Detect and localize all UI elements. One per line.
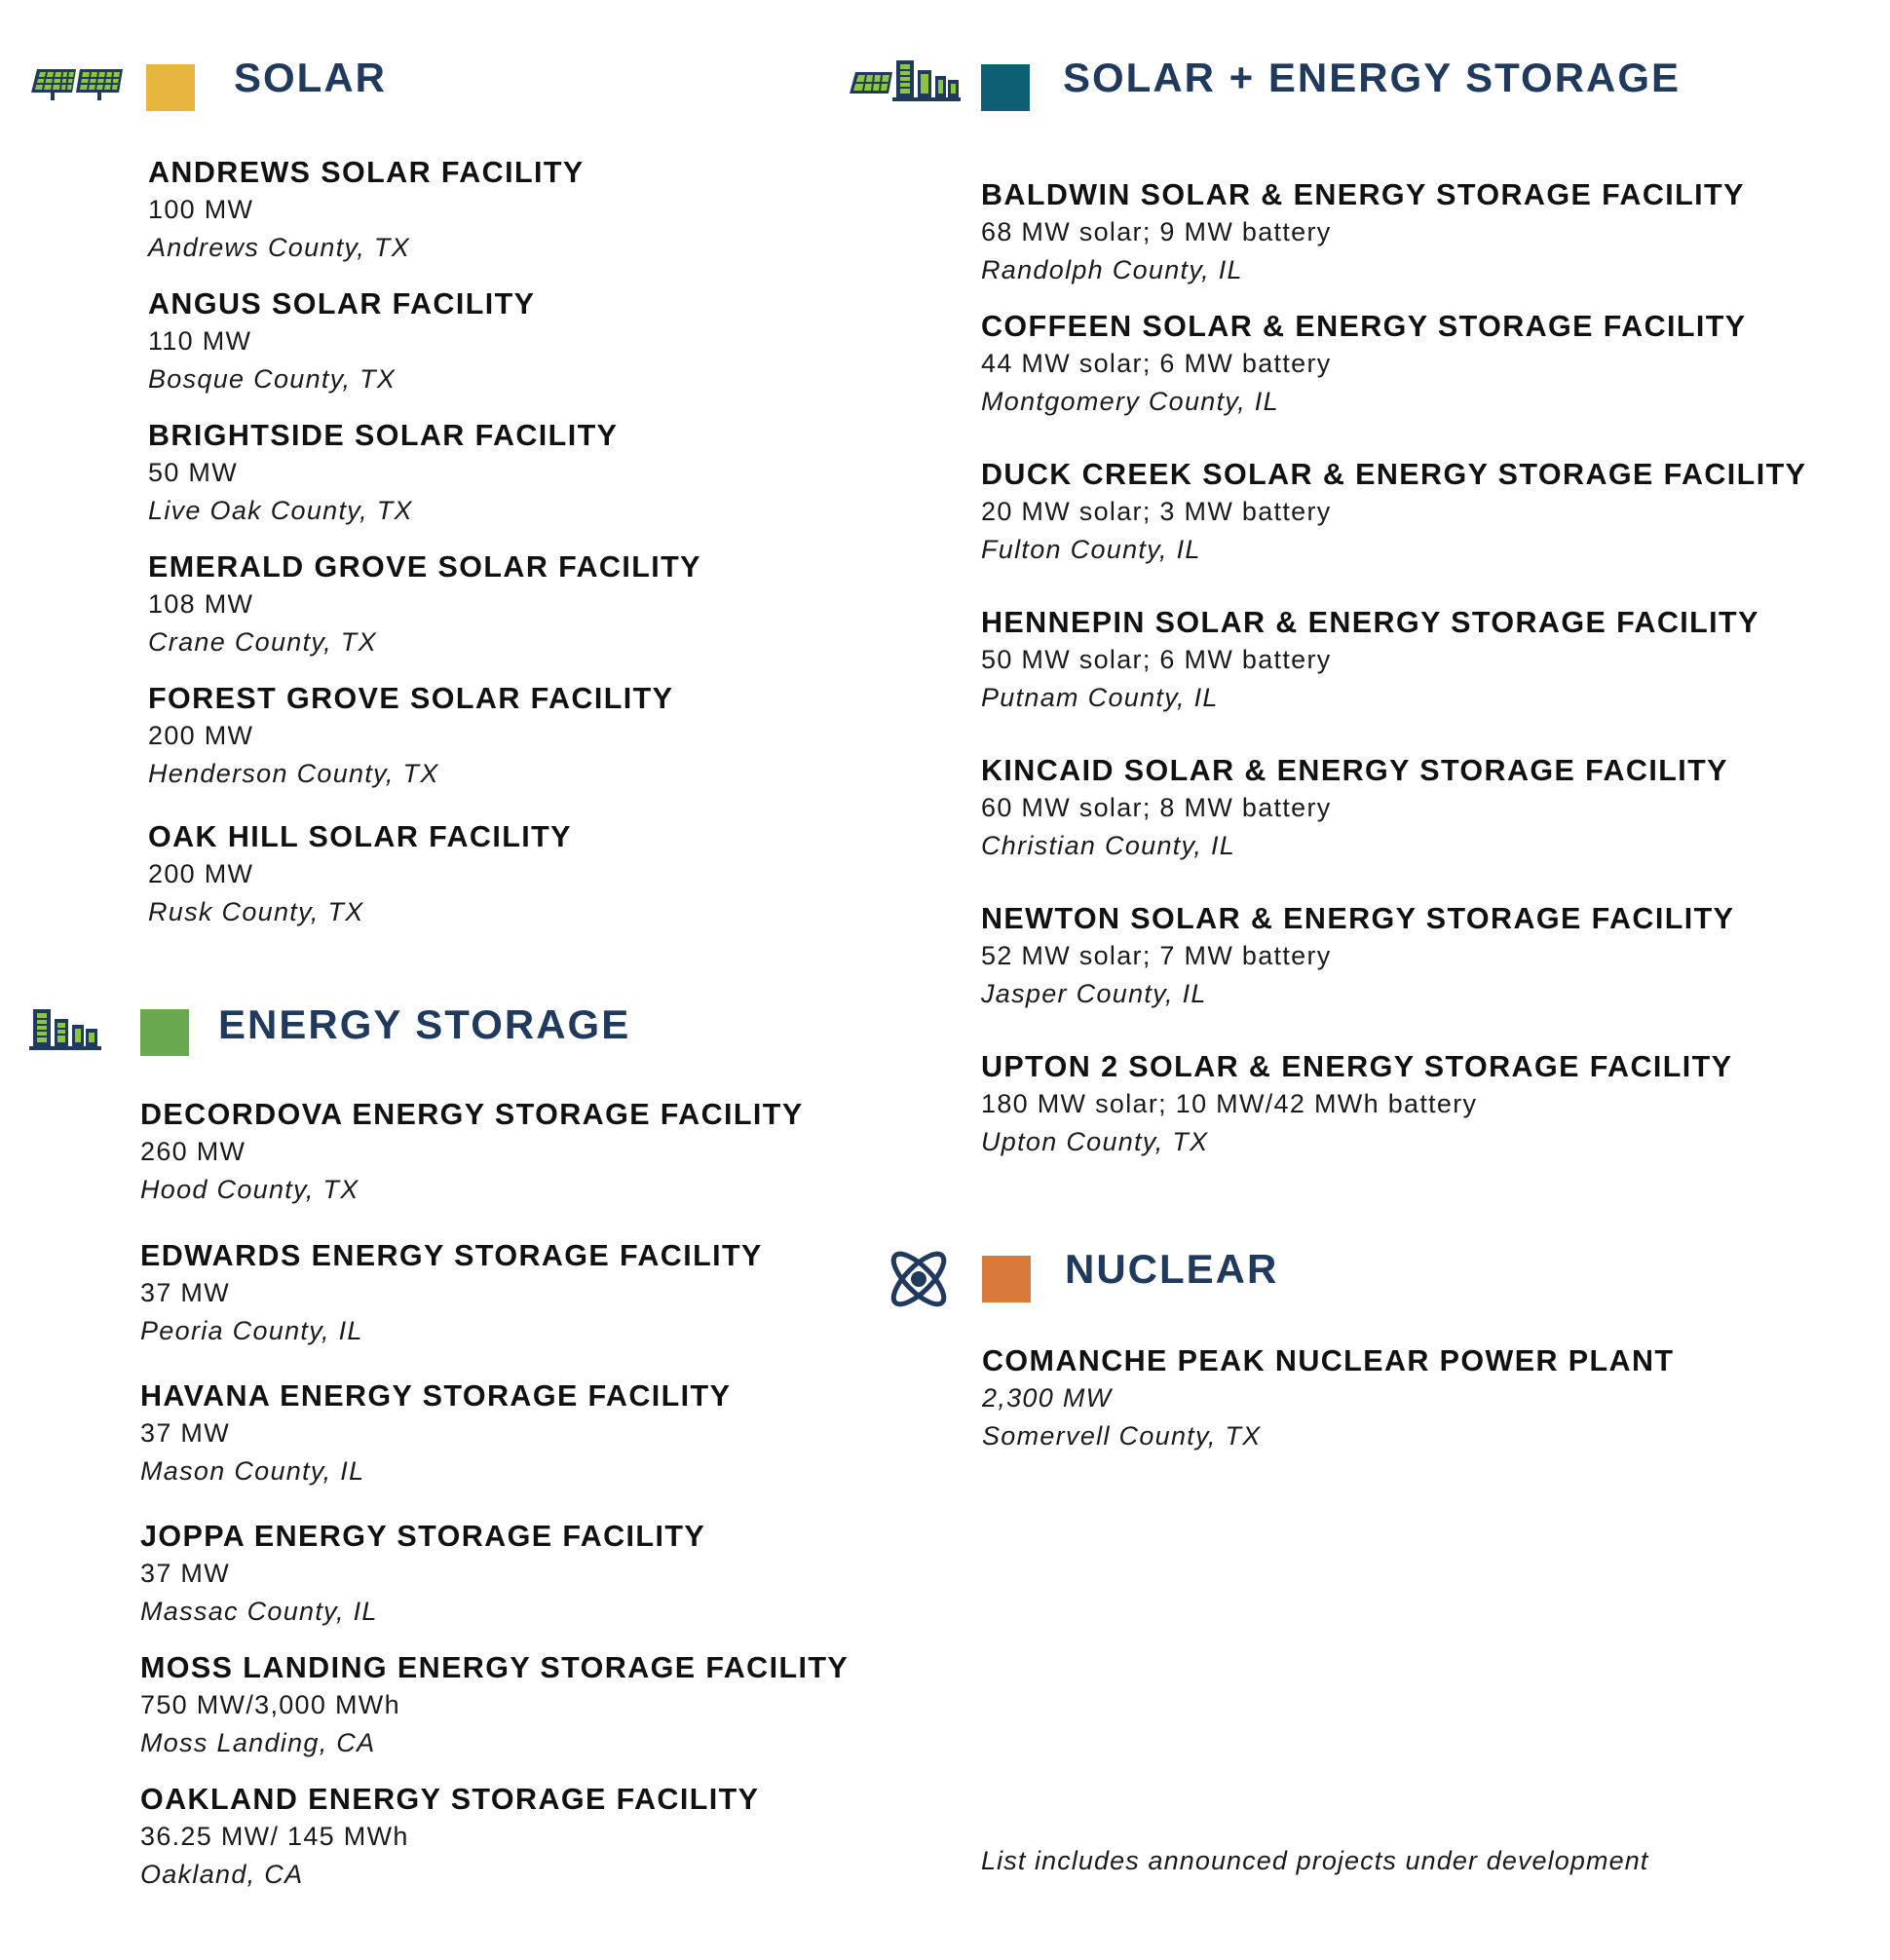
facility-name: OAK HILL SOLAR FACILITY — [148, 820, 572, 853]
list-item — [148, 818, 572, 930]
facility-capacity: 110 MW — [148, 326, 252, 356]
list-item — [148, 417, 618, 529]
facility-capacity: 100 MW — [148, 195, 254, 224]
facility-name: COFFEEN SOLAR & ENERGY STORAGE FACILITY — [981, 310, 1747, 343]
facility-location: Live Oak County, TX — [148, 495, 413, 525]
facility-capacity: 60 MW solar; 8 MW battery — [981, 793, 1332, 822]
facility-location: Mason County, IL — [140, 1455, 365, 1486]
facility-name: DUCK CREEK SOLAR & ENERGY STORAGE FACILITY — [981, 458, 1807, 491]
facility-name: EDWARDS ENERGY STORAGE FACILITY — [140, 1239, 763, 1272]
list-item — [140, 1377, 731, 1489]
facility-location: Massac County, IL — [140, 1596, 378, 1626]
list-item — [140, 1518, 705, 1630]
facility-capacity: 20 MW solar; 3 MW battery — [981, 497, 1332, 526]
facility-location: Rusk County, TX — [148, 896, 364, 926]
battery-buildings-icon — [29, 1005, 102, 1054]
facility-location: Andrews County, TX — [148, 232, 410, 262]
facility-capacity: 52 MW solar; 7 MW battery — [981, 941, 1332, 970]
facility-capacity: 50 MW solar; 6 MW battery — [981, 645, 1332, 674]
facility-location: Montgomery County, IL — [981, 386, 1279, 416]
list-item — [981, 176, 1745, 288]
facility-location: Henderson County, TX — [148, 758, 439, 788]
facility-name: NEWTON SOLAR & ENERGY STORAGE FACILITY — [981, 902, 1735, 935]
facility-capacity: 200 MW — [148, 859, 254, 888]
facility-capacity: 108 MW — [148, 589, 254, 619]
facility-capacity: 260 MW — [140, 1137, 246, 1166]
facility-location: Moss Landing, CA — [140, 1727, 376, 1757]
facility-name: FOREST GROVE SOLAR FACILITY — [148, 682, 674, 715]
facility-location: Somervell County, TX — [982, 1420, 1262, 1451]
facility-name: MOSS LANDING ENERGY STORAGE FACILITY — [140, 1651, 850, 1684]
facility-name: DECORDOVA ENERGY STORAGE FACILITY — [140, 1098, 804, 1131]
facility-capacity: 2,300 MW — [982, 1383, 1113, 1413]
list-item — [981, 456, 1806, 568]
facility-location: Oakland, CA — [140, 1859, 304, 1889]
list-item — [148, 548, 701, 660]
solar-storage-section-title: SOLAR + ENERGY STORAGE — [1063, 55, 1682, 100]
facility-name: BRIGHTSIDE SOLAR FACILITY — [148, 419, 619, 452]
facility-name: ANGUS SOLAR FACILITY — [148, 287, 536, 320]
solar-section-header — [29, 55, 419, 117]
facility-location: Jasper County, IL — [981, 978, 1207, 1008]
facility-location: Upton County, TX — [981, 1126, 1209, 1156]
list-item — [140, 1096, 804, 1208]
facility-location: Peoria County, IL — [140, 1315, 363, 1345]
list-item — [148, 680, 673, 792]
atom-icon — [882, 1242, 956, 1316]
facility-name: UPTON 2 SOLAR & ENERGY STORAGE FACILITY — [981, 1050, 1733, 1083]
facility-capacity: 750 MW/3,000 MWh — [140, 1690, 400, 1719]
facility-capacity: 180 MW solar; 10 MW/42 MWh battery — [981, 1089, 1478, 1118]
list-item — [981, 1048, 1732, 1160]
nuclear-section-header — [882, 1246, 1369, 1308]
list-item — [148, 285, 535, 397]
facility-name: ANDREWS SOLAR FACILITY — [148, 156, 585, 189]
footnote: List includes announced projects under development — [981, 1846, 1649, 1875]
facility-name: JOPPA ENERGY STORAGE FACILITY — [140, 1520, 706, 1553]
energy-storage-section-header — [29, 1003, 653, 1062]
facility-location: Putnam County, IL — [981, 682, 1219, 712]
facility-name: BALDWIN SOLAR & ENERGY STORAGE FACILITY — [981, 178, 1745, 211]
list-item — [982, 1342, 1674, 1454]
list-item — [981, 900, 1734, 1012]
facility-capacity: 37 MW — [140, 1559, 231, 1588]
facility-capacity: 36.25 MW/ 145 MWh — [140, 1822, 409, 1851]
facility-location: Fulton County, IL — [981, 534, 1201, 564]
facility-capacity: 37 MW — [140, 1418, 231, 1448]
list-item — [981, 604, 1759, 716]
solar-panel-icon — [29, 63, 127, 102]
list-item — [981, 308, 1747, 420]
list-item — [140, 1649, 849, 1761]
solar-storage-color-swatch — [981, 64, 1030, 111]
facility-location: Christian County, IL — [981, 830, 1236, 860]
facility-capacity: 37 MW — [140, 1278, 231, 1307]
facility-location: Crane County, TX — [148, 626, 377, 657]
facility-capacity: 68 MW solar; 9 MW battery — [981, 217, 1332, 246]
facility-name: KINCAID SOLAR & ENERGY STORAGE FACILITY — [981, 754, 1728, 787]
facility-name: HAVANA ENERGY STORAGE FACILITY — [140, 1379, 732, 1413]
facility-name: OAKLAND ENERGY STORAGE FACILITY — [140, 1783, 760, 1816]
solar-color-swatch — [146, 64, 195, 111]
facility-location: Hood County, TX — [140, 1174, 359, 1204]
facility-name: COMANCHE PEAK NUCLEAR POWER PLANT — [982, 1344, 1675, 1377]
solar-storage-section-header — [848, 55, 1880, 117]
energy-storage-section-title: ENERGY STORAGE — [218, 1001, 631, 1047]
facility-location: Randolph County, IL — [981, 254, 1243, 284]
list-item — [140, 1237, 763, 1349]
energy-storage-color-swatch — [140, 1009, 189, 1056]
facility-location: Bosque County, TX — [148, 363, 397, 394]
list-item — [981, 752, 1728, 864]
nuclear-section-title: NUCLEAR — [1065, 1246, 1279, 1292]
facility-capacity: 50 MW — [148, 458, 239, 487]
facility-capacity: 200 MW — [148, 721, 254, 750]
solar-battery-icon — [848, 57, 961, 103]
facility-name: EMERALD GROVE SOLAR FACILITY — [148, 550, 701, 584]
facility-name: HENNEPIN SOLAR & ENERGY STORAGE FACILITY — [981, 606, 1759, 639]
list-item — [140, 1781, 759, 1893]
list-item — [148, 154, 585, 266]
solar-section-title: SOLAR — [234, 55, 387, 100]
nuclear-color-swatch — [982, 1256, 1031, 1302]
facility-capacity: 44 MW solar; 6 MW battery — [981, 349, 1332, 378]
